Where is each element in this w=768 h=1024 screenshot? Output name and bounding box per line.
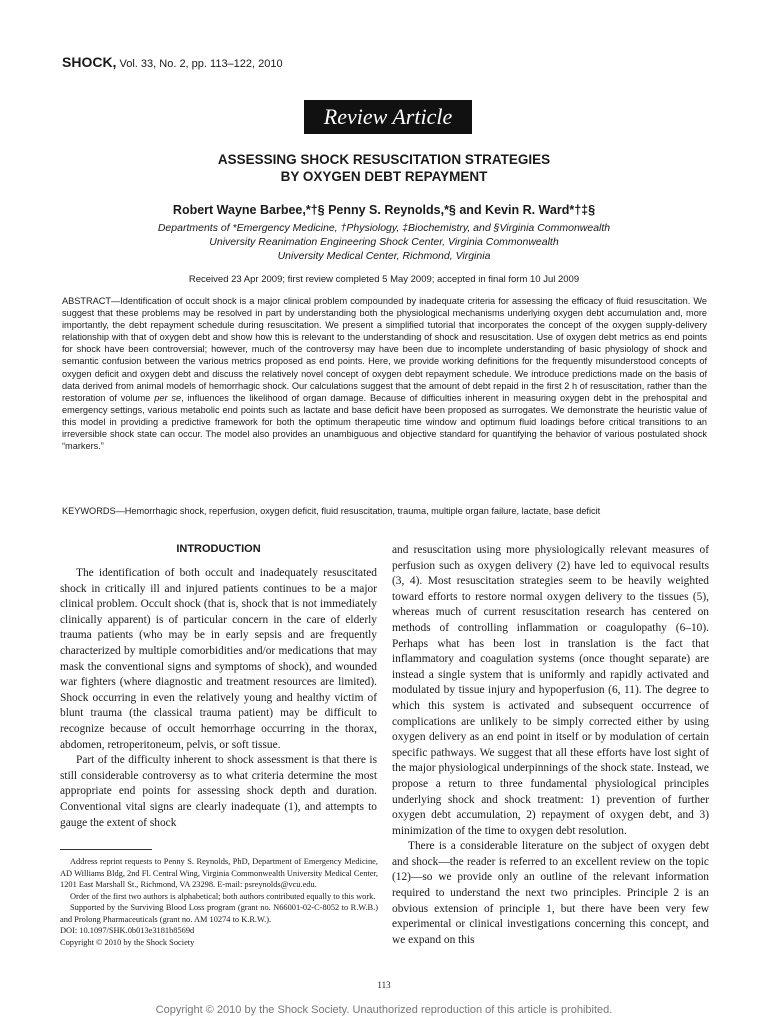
author-list: Robert Wayne Barbee,*†§ Penny S. Reynolds,*§ and Kevin R. Ward*†‡§ — [172, 203, 596, 217]
body-column-left — [60, 566, 377, 831]
footnote-divider — [60, 849, 152, 850]
abstract-italic: per se — [154, 392, 182, 403]
article-title — [100, 151, 668, 185]
abstract-text-1: ABSTRACT—Identification of occult shock is a major clinical problem compounded by inadequate criteria for assessing the efficacy of fluid resuscitation. We suggest that these problems may be resolved in part by understanding both the physiological mechanisms underlying oxygen debt accumulation and, more importantly, the debt repayment schedule during resuscitation. We present a simplified tutorial that incorporates the concept of the oxygen supply-delivery relationship with that of oxygen debt and show how this is relevant to the understanding of shock and resuscitation. Use of oxygen debt metrics as end points for shock have been controversial; however, much of the controversy may have been due to incomplete understanding of basic physiology of shock and semantic confusion between the various metrics proposed as end points. Here, we provide working definitions for the frequently misunderstood concepts of oxygen deficit and oxygen debt and discuss the relatively novel concept of oxygen debt repayment schedule. We introduce predictions made on the basis of data derived from animal models of hemorrhagic shock. Our calculations suggest that the amount of debt repaid in the first 2 h of resuscitation, rather than the restoration of volume — [62, 296, 707, 403]
paragraph: Part of the difficulty inherent to shock assessment is that there is still considerable controversy as to what criteria determine the most appropriate end points for assessing shock depth and duration. Conventional vital signs are clearly inadequate (1), and attempts to gauge the extent of shock — [60, 754, 377, 829]
footnote-address: Address reprint requests to Penny S. Reynolds, PhD, Department of Emergency Medicine, AD Williams Bldg, 2nd Fl. Central Wing, Virginia Commonwealth University Medical Center, 1201 East Marshall St., Richmond, VA 23298. E-mail: psreynolds@vcu.edu. — [60, 857, 378, 889]
article-type-badge: Review Article — [304, 100, 472, 134]
affiliation-line-2: University Reanimation Engineering Shock Center, Virginia Commonwealth — [209, 236, 559, 248]
title-line-1: ASSESSING SHOCK RESUSCITATION STRATEGIES — [217, 152, 551, 167]
abstract-text-2: , influences the likelihood of organ damage. Because of difficulties inherent in measuring oxygen debt in the prehospital and emergency settings, various metabolic end points such as lactate and base deficit have been proposed as surrogates. We demonstrate the heuristic value of this model in providing a predictive framework for both the optimum therapeutic time window and optimum fluid loadings before critical transitions to an irreversible shock state can occur. The model also provides an unambiguous and objective standard for quantifying the behavior of various postulated shock “markers.” — [62, 392, 707, 452]
abstract — [62, 295, 707, 452]
footnote-copyright: Copyright © 2010 by the Shock Society — [60, 937, 195, 947]
paragraph: and resuscitation using more physiologically relevant measures of perfusion such as oxygen delivery (2) have led to equivocal results (3, 4). Most resuscitation strategies seem to be heavily weighted toward efforts to restore normal oxygen delivery to the tissues (5), whereas much of current resuscitation research has centered on methods of controlling inflammation or coagulopathy (6–10). Perhaps what has been lost in translation is the fact that inflammatory and coagulation systems (once thought separate) are instead a single system that is uniformly and rapidly activated and modulated by tissue injury and hypoperfusion (6, 11). The degree to which this system is activated and subsequent occurrence of complications are unlikely to be simply corrected either by using oxygen delivery as an end point in itself or by modulation of certain specific pathways. We suggest that all these efforts have lost sight of the major physiological underpinnings of the shock state. Instead, we propose a return to three fundamental physiological principles underlying shock and shock treatment: 1) prevention of further oxygen debt accumulation, 2) repayment of oxygen debt, and 3) minimization of the time to oxygen debt resolution. — [392, 544, 709, 837]
affiliation-line-1: Departments of *Emergency Medicine, †Physiology, ‡Biochemistry, and §Virginia Commonwealth — [157, 222, 611, 234]
footnote-funding: Supported by the Surviving Blood Loss program (grant no. N66001-02-C-8052 to R.W.B.) and Prolong Pharmaceuticals (grant no. AM 10274 to K.R.W.). — [60, 903, 378, 924]
page-number: 113 — [377, 980, 391, 990]
received-dates: Received 23 Apr 2009; first review completed 5 May 2009; accepted in final form 10 Jul 2009 — [188, 274, 580, 285]
affiliation-line-3: University Medical Center, Richmond, Virginia — [277, 250, 491, 262]
journal-citation — [62, 54, 283, 70]
keywords: KEYWORDS—Hemorrhagic shock, reperfusion, oxygen deficit, fluid resuscitation, trauma, multiple organ failure, lactate, base deficit — [62, 506, 601, 516]
paragraph: The identification of both occult and inadequately resuscitated shock in critically ill and injured patients continues to be a major clinical problem. Occult shock (that is, shock that is not immediately clinically apparent) is of particular concern in the care of elderly trauma patients (who may be in early sepsis and are frequently characterized by multiple comorbidities and/or medications that may mask the conventional signs and symptoms of shock), and wounded war fighters (where diagnostic and treatment resources are limited). Shock occurring in even the relatively young and healthy victim of blunt trauma (the classical trauma patient) may be difficult to recognize because of occult hemorrhage occurring in the thorax, abdomen, retroperitoneum, pelvis, or soft tissue. — [60, 567, 377, 751]
journal-name: SHOCK, — [62, 54, 117, 70]
footnote-doi: DOI: 10.1097/SHK.0b013e3181b8569d — [60, 926, 195, 935]
footnote-authorship: Order of the first two authors is alphabetical; both authors contributed equally to this work. — [70, 891, 376, 901]
body-column-right — [392, 543, 709, 948]
citation-details: Vol. 33, No. 2, pp. 113–122, 2010 — [119, 58, 283, 70]
copyright-notice: Copyright © 2010 by the Shock Society. Unauthorized reproduction of this article is prohibited. — [155, 1004, 613, 1016]
footnotes — [60, 856, 378, 948]
title-line-2: BY OXYGEN DEBT REPAYMENT — [280, 169, 488, 184]
paragraph: There is a considerable literature on the subject of oxygen debt and shock—the reader is referred to an excellent review on the topic (12)—so we provide only an outline of the relevant information required to understand the next two principles. Principle 2 is an obvious extension of principle 1, but there have been very few experimental or clinical investigations concerning this concept, and we expand on this — [392, 840, 709, 946]
section-heading-introduction: INTRODUCTION — [176, 543, 261, 555]
affiliations — [100, 221, 668, 263]
